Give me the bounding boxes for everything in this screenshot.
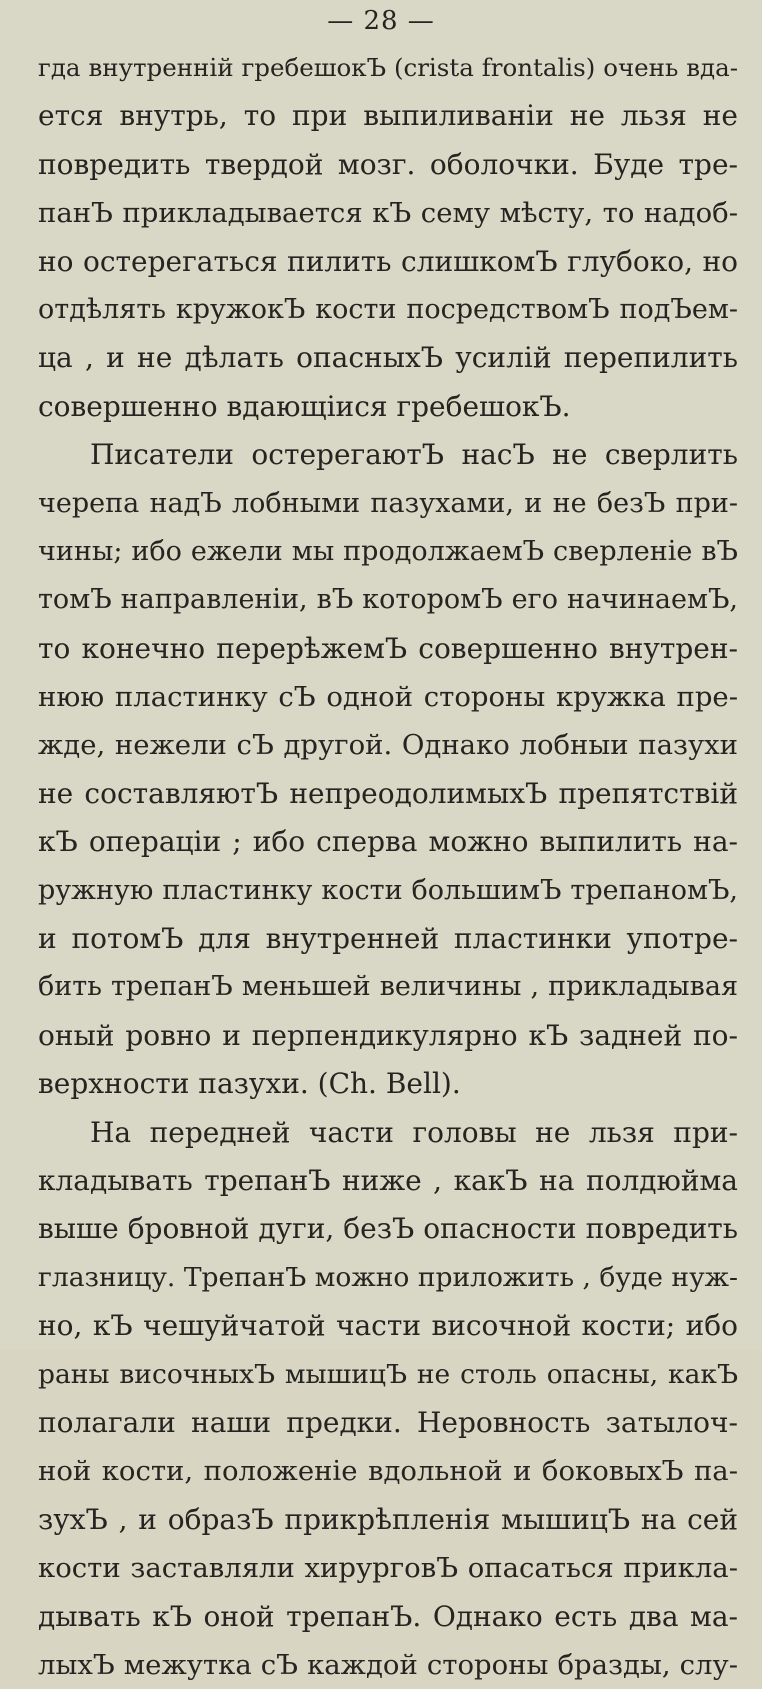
- text-line: зухЪ , и образЪ прикрѣпленія мышицЪ на сей: [38, 1502, 738, 1536]
- text-line: не составляютЪ непреодолимыхЪ препятствій: [38, 776, 738, 810]
- text-line: дывать кЪ оной трепанЪ. Однако есть два ма-: [38, 1599, 738, 1633]
- text-line: раны височныхЪ мышицЪ не столь опасны, какЪ: [38, 1358, 738, 1390]
- text-line: кладывать трепанЪ ниже , какЪ на полдюйма: [38, 1163, 738, 1197]
- text-line: глазницу. ТрепанЪ можно приложить , буде нуж-: [38, 1261, 738, 1293]
- text-line: то конечно перерѣжемЪ совершенно внутрен-: [38, 631, 738, 665]
- text-line: но остерегаться пилить слишкомЪ глубоко, но: [38, 244, 738, 278]
- text-line: ется внутрь, то при выпиливаніи не льзя не: [38, 99, 738, 133]
- text-line: кЪ операціи ; ибо сперва можно выпилить на-: [38, 825, 738, 859]
- text-line: оный ровно и перпендикулярно кЪ задней по-: [38, 1018, 738, 1052]
- text-line: нюю пластинку сЪ одной стороны кружка пре-: [38, 681, 738, 714]
- text-line: лыхЪ межутка сЪ каждой стороны бразды, слу-: [38, 1648, 738, 1681]
- text-line: ной кости, положеніе вдольной и боковыхЪ па-: [38, 1455, 738, 1488]
- text-line: Писатели остерегаютЪ насЪ не сверлить: [90, 438, 738, 472]
- text-line: полагали наши предки. Неровность затылоч-: [38, 1405, 738, 1439]
- text-line: ца , и не дѣлать опасныхЪ усилій перепилить: [38, 341, 738, 375]
- text-line: ружную пластинку кости большимЪ трепаномЪ,: [38, 874, 738, 906]
- text-line: чины; ибо ежели мы продолжаемЪ сверленіе вЪ: [38, 535, 738, 567]
- text-line: На передней части головы не льзя при-: [90, 1115, 738, 1149]
- text-line: отдѣлять кружокЪ кости посредствомЪ подЪем-: [38, 293, 738, 325]
- text-line: повредить твердой мозг. оболочки. Буде тре-: [38, 147, 738, 181]
- text-line: гда внутренній гребешокЪ (crista frontalis) очень вда-: [38, 53, 738, 82]
- text-line: черепа надЪ лобными пазухами, и не безЪ при-: [38, 487, 738, 519]
- text-line: и потомЪ для внутренней пластинки употре-: [38, 922, 738, 956]
- text-line: кости заставляли хирурговЪ опасаться прикла-: [38, 1552, 738, 1585]
- page-number: — 28 —: [327, 6, 435, 36]
- text-line: но, кЪ чешуйчатой части височной кости; ибо: [38, 1309, 738, 1343]
- text-line: жде, нежели сЪ другой. Однако лобныи пазухи: [38, 729, 738, 762]
- text-line: панЪ прикладывается кЪ сему мѣсту, то надоб-: [38, 197, 738, 230]
- text-line: совершенно вдающіися гребешокЪ.: [38, 389, 571, 423]
- body-text: [38, 44, 738, 1689]
- text-line: томЪ направленіи, вЪ которомЪ его начинаемЪ,: [38, 584, 738, 616]
- text-line: выше бровной дуги, безЪ опасности повредить: [38, 1212, 738, 1246]
- text-line: верхности пазухи. (Ch. Bell).: [38, 1067, 461, 1101]
- text-line: бить трепанЪ меньшей величины , прикладывая: [38, 971, 738, 1003]
